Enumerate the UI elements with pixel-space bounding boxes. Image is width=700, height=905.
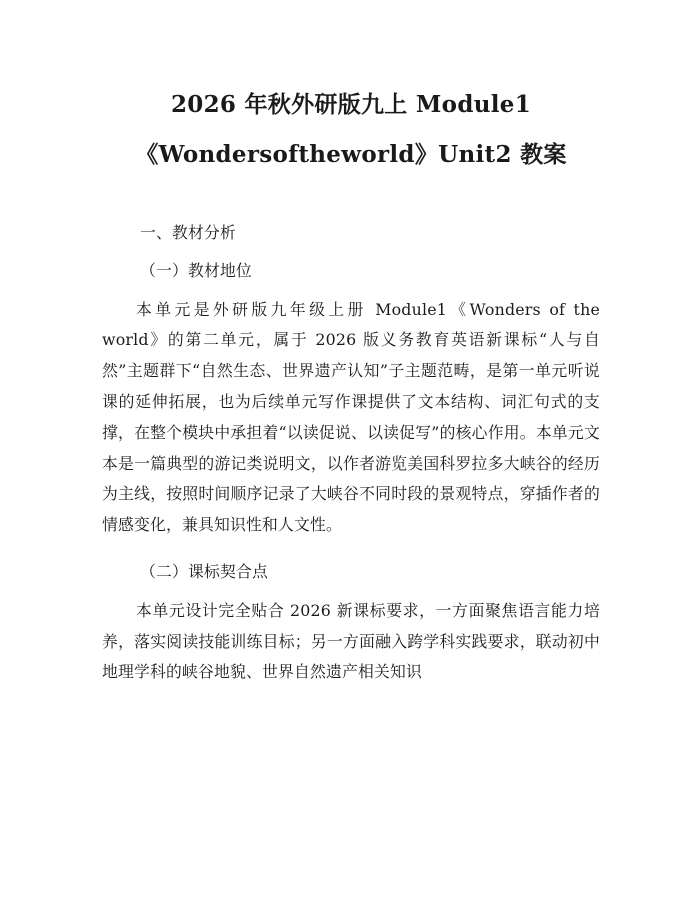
document-body xyxy=(102,218,600,688)
subsection-heading-curriculum-fit: （二）课标契合点 xyxy=(140,561,268,581)
title-line-2: 《Wondersoftheworld》Unit2 教案 xyxy=(135,141,567,168)
paragraph-textbook-status: 本单元是外研版九年级上册 Module1《Wonders of the world》的第二单元，属于 2026 版义务教育英语新课标“人与自然”主题群下“自然生态、世界遗产认知”子主题范畴，是第一单元听说课的延伸拓展，也为后续单元写作课提供了文本结构、词汇句式的支撑，在整个模块中承担着“以读促说、以读促写”的核心作用。本单元文本是一篇典型的游记类说明文，以作者游览美国科罗拉多大峡谷的经历为主线，按照时间顺序记录了大峡谷不同时段的景观特点，穿插作者的情感变化，兼具知识性和人文性。 xyxy=(102,299,600,535)
section-heading-textbook-analysis: 一、教材分析 xyxy=(140,223,236,242)
paragraph-spacer xyxy=(102,541,600,549)
title-line-1: 2026 年秋外研版九上 Module1 xyxy=(170,91,531,118)
subsection-heading-textbook-status: （一）教材地位 xyxy=(140,260,252,280)
paragraph-curriculum-fit: 本单元设计完全贴合 2026 新课标要求，一方面聚焦语言能力培养，落实阅读技能训练目标；另一方面融入跨学科实践要求，联动初中地理学科的峡谷地貌、世界自然遗产相关知识 xyxy=(102,600,600,682)
document-title xyxy=(102,82,600,178)
